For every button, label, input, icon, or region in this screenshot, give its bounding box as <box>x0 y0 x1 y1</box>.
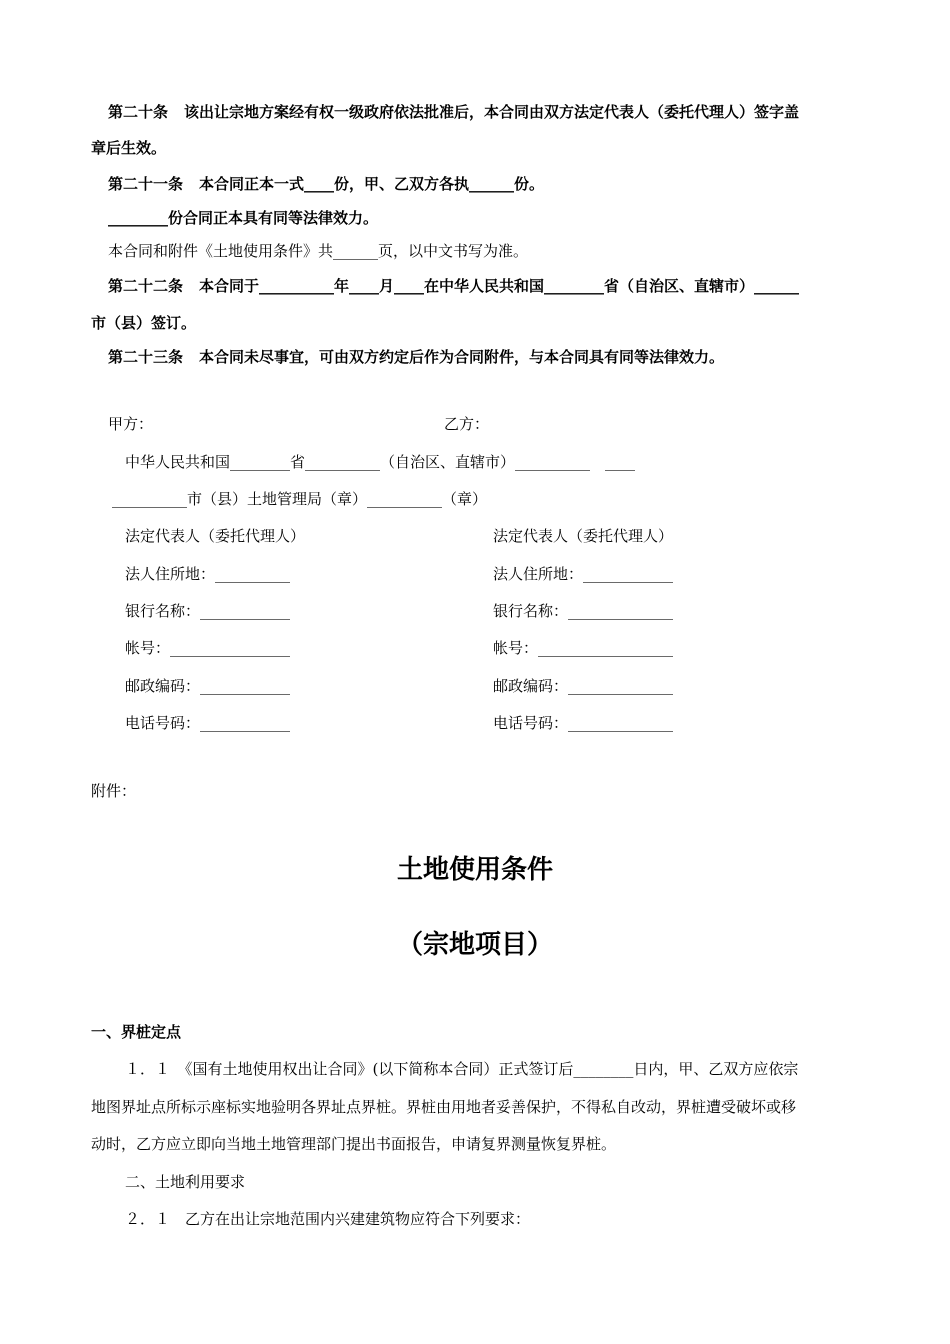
annex-page-count: 本合同和附件《土地使用条件》共______页，以中文书写为准。 <box>108 242 529 260</box>
party-a-representative: 法定代表人（委托代理人） <box>125 527 306 545</box>
article-21-label: 第二十一条 <box>108 175 184 193</box>
party-a-account: 帐号：________________ <box>125 639 291 657</box>
clause-2-1: ２．１ 乙方在出让宗地范围内兴建建筑物应符合下列要求： <box>125 1210 531 1228</box>
party-a-label: 甲方： <box>108 415 154 433</box>
section-1-heading: 一、界桩定点 <box>91 1023 182 1041</box>
party-a-location-line: 中华人民共和国________省__________（自治区、直辖市）__________ ____ <box>125 453 636 471</box>
annex-title: 土地使用条件 <box>396 855 553 885</box>
party-a-bureau-line: __________市（县）土地管理局（章）__________（章） <box>112 490 488 508</box>
article-23-line <box>108 347 724 367</box>
article-20-text: 该出让宗地方案经有权一级政府依法批准后，本合同由双方法定代表人（委托代理人）签字盖 <box>184 103 800 121</box>
party-b-postcode: 邮政编码：______________ <box>493 677 674 695</box>
party-a-bank: 银行名称：____________ <box>125 602 291 620</box>
party-b-representative: 法定代表人（委托代理人） <box>493 527 674 545</box>
article-21-text: 本合同正本一式____份，甲、乙双方各执______份。 <box>199 175 545 193</box>
party-b-label: 乙方： <box>444 415 490 433</box>
clause-1-1-line2: 地图界址点所标示座标实地验明各界址点界桩。界桩由用地者妥善保护，不得私自改动，界桩遭受破坏或移 <box>91 1098 797 1116</box>
party-b-account: 帐号：__________________ <box>493 639 674 657</box>
article-22-text: 本合同于__________年____月____在中华人民共和国________省（自治区、直辖市）______ <box>199 277 800 295</box>
article-22-label: 第二十二条 <box>108 277 184 295</box>
article-21-line2: ________份合同正本具有同等法律效力。 <box>108 209 379 227</box>
party-b-bank: 银行名称：______________ <box>493 602 674 620</box>
article-22-line1 <box>108 276 799 296</box>
annex-subtitle: （宗地项目） <box>396 930 553 960</box>
party-a-postcode: 邮政编码：____________ <box>125 677 291 695</box>
section-2-heading: 二、土地利用要求 <box>125 1173 246 1191</box>
article-23-label: 第二十三条 <box>108 348 184 366</box>
party-b-phone: 电话号码：______________ <box>493 714 674 732</box>
clause-1-1-line1: １．１ 《国有土地使用权出让合同》(以下简称本合同）正式签订后________日内，甲、乙双方应依宗 <box>125 1060 799 1078</box>
article-20-line2: 章后生效。 <box>91 139 167 157</box>
party-a-phone: 电话号码：____________ <box>125 714 291 732</box>
article-20-line1 <box>108 102 799 122</box>
attachment-label: 附件： <box>91 782 137 800</box>
clause-1-1-line3: 动时，乙方应立即向当地土地管理部门提出书面报告，申请复界测量恢复界桩。 <box>91 1135 617 1153</box>
article-22-line2: 市（县）签订。 <box>91 314 197 332</box>
party-b-address: 法人住所地：____________ <box>493 565 674 583</box>
party-a-address: 法人住所地：__________ <box>125 565 291 583</box>
article-23-text: 本合同未尽事宜，可由双方约定后作为合同附件，与本合同具有同等法律效力。 <box>199 348 725 366</box>
article-21-line1 <box>108 174 544 194</box>
article-20-label: 第二十条 <box>108 103 169 121</box>
